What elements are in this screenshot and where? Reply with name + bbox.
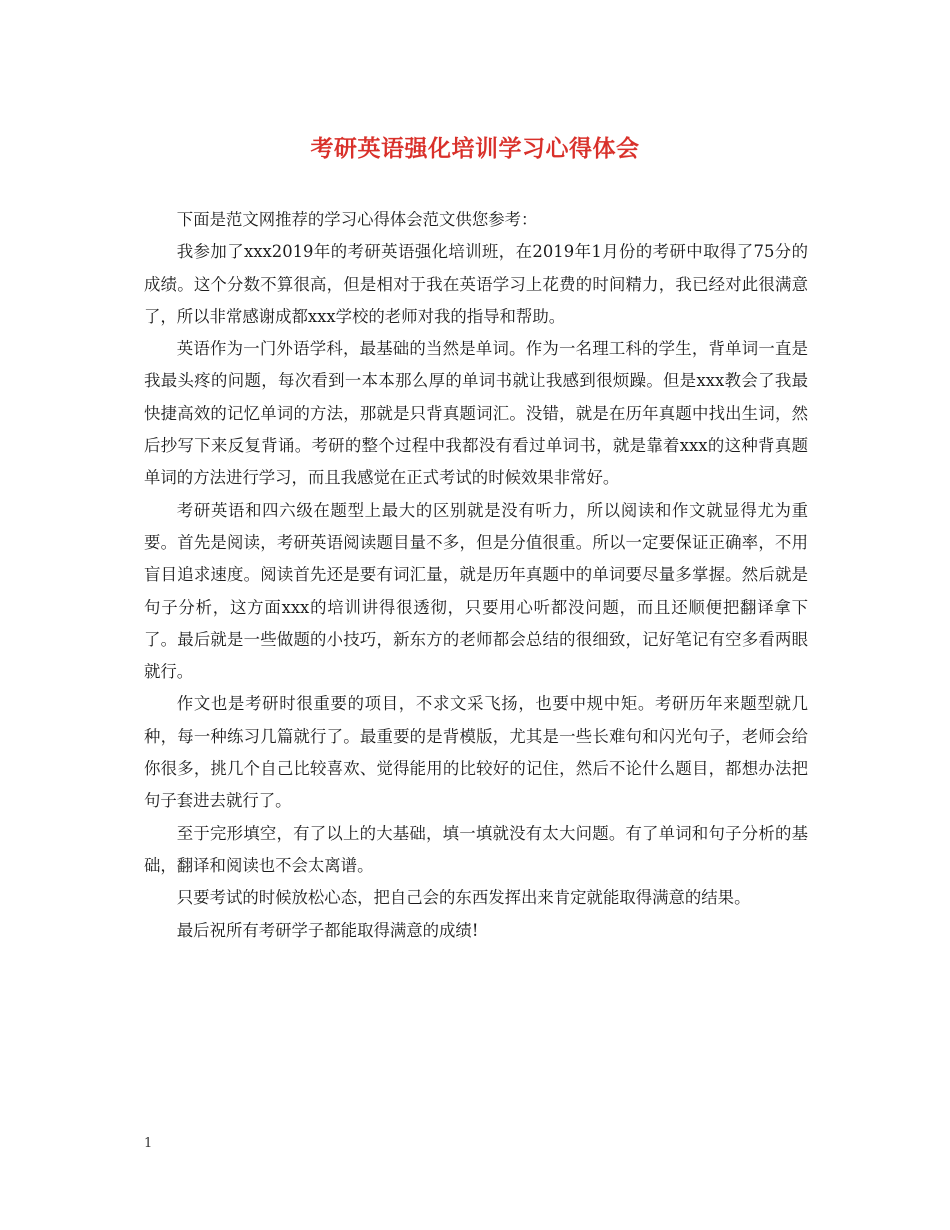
paragraph-intro: 下面是范文网推荐的学习心得体会范文供您参考：: [176, 210, 538, 229]
paragraph-mindset: 只要考试的时候放松心态，把自己会的东西发挥出来肯定就能取得满意的结果。: [176, 888, 751, 908]
paragraph-closing: 最后祝所有考研学子都能取得满意的成绩!: [176, 920, 479, 940]
document-title: 考研英语强化培训学习心得体会: [310, 136, 640, 162]
page-number: 1: [144, 1136, 153, 1151]
document-body: [144, 204, 808, 947]
paragraph-cloze: 至于完形填空，有了以上的大基础，填一填就没有太大问题。有了单词和句子分析的基础，翻译和阅读也不会太离谱。: [144, 823, 808, 875]
paragraph-writing: 作文也是考研时很重要的项目，不求文采飞扬，也要中规中矩。考研历年来题型就几种，每一种练习几篇就行了。最重要的是背模版，尤其是一些长难句和闪光句子，老师会给你很多，挑几个自己比较喜欢、觉得能用的比较好的记住，然后不论什么题目，都想办法把句子套进去就行了。: [144, 694, 808, 811]
paragraph-vocabulary: 英语作为一门外语学科，最基础的当然是单词。作为一名理工科的学生，背单词一直是我最头疼的问题，每次看到一本本那么厚的单词书就让我感到很烦躁。但是xxx教会了我最快捷高效的记忆单词的方法，那就是只背真题词汇。没错，就是在历年真题中找出生词，然后抄写下来反复背诵。考研的整个过程中我都没有看过单词书，就是靠着xxx的这种背真题单词的方法进行学习，而且我感觉在正式考试的时候效果非常好。: [144, 339, 808, 488]
paragraph-score: 我参加了xxx2019年的考研英语强化培训班，在2019年1月份的考研中取得了75分的成绩。这个分数不算很高，但是相对于我在英语学习上花费的时间精力，我已经对此很满意了，所以非常感谢成都xxx学校的老师对我的指导和帮助。: [144, 242, 808, 326]
paragraph-reading: 考研英语和四六级在题型上最大的区别就是没有听力，所以阅读和作文就显得尤为重要。首先是阅读，考研英语阅读题目量不多，但是分值很重。所以一定要保证正确率，不用盲目追求速度。阅读首先还是要有词汇量，就是历年真题中的单词要尽量多掌握。然后就是句子分析，这方面xxx的培训讲得很透彻，只要用心听都没问题，而且还顺便把翻译拿下了。最后就是一些做题的小技巧，新东方的老师都会总结的很细致，记好笔记有空多看两眼就行。: [144, 500, 808, 682]
